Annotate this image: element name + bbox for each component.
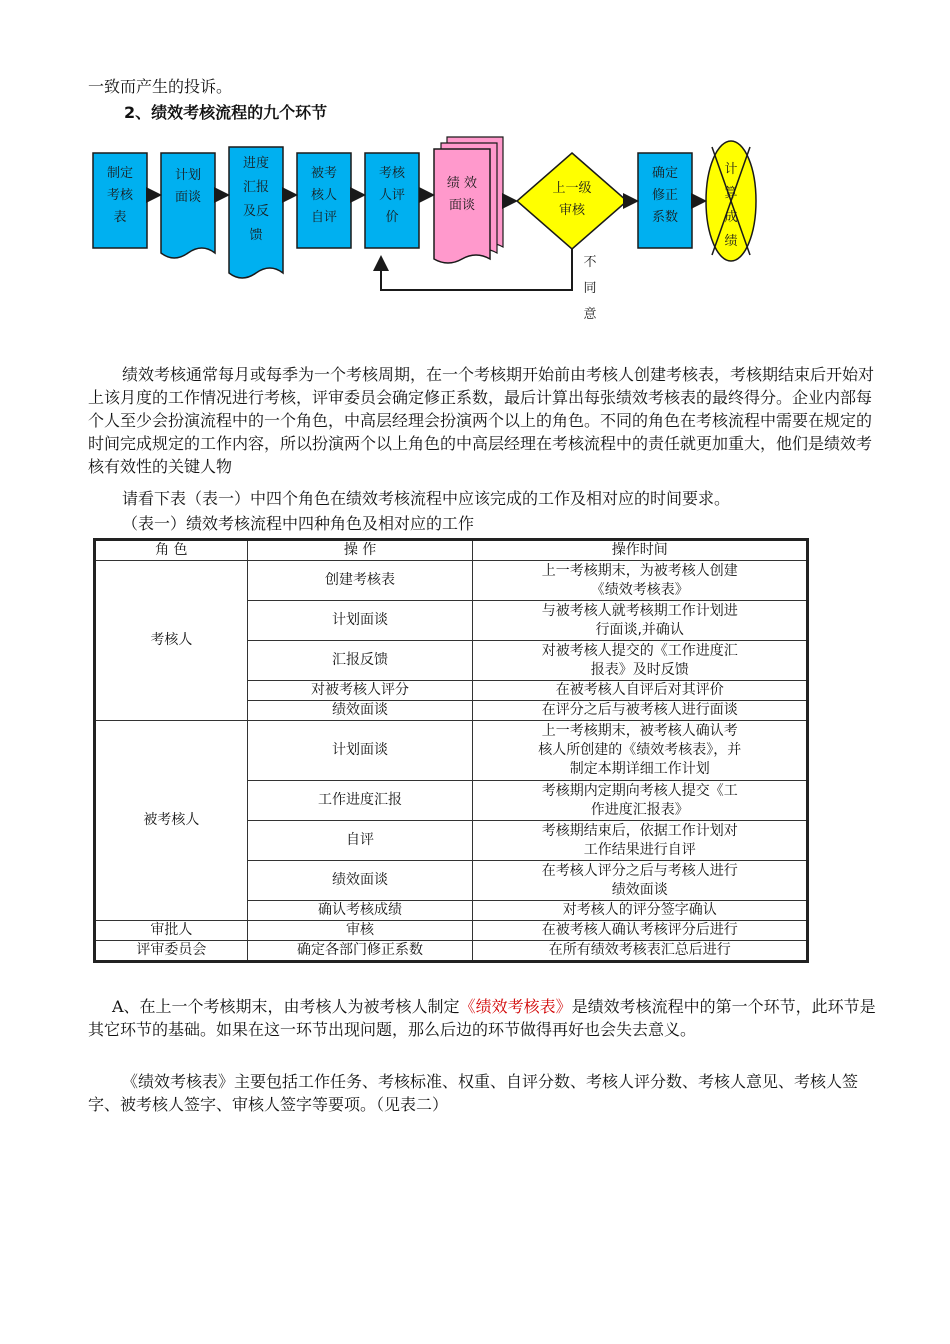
time-cell: 上一考核期末，被考核人确认考 核人所创建的《绩效考核表》，并 制定本期详细工作计划 [473,721,808,781]
operation-cell: 计划面谈 [247,721,473,781]
operation-cell: 确认考核成绩 [247,901,473,921]
paragraph-table-intro: 请看下表（表一）中四个角色在绩效考核流程中应该完成的工作及相对应的时间要求。 [122,489,731,508]
flow-node-3-label: 进度汇报及反馈 [242,156,270,243]
flow-node-1-label: 制定考核表 [106,166,134,225]
highlighted-form-name: 《绩效考核表》 [459,997,572,1016]
time-cell: 考核期结束后，依据工作计划对 工作结果进行自评 [473,821,808,861]
operation-cell: 汇报反馈 [247,641,473,681]
operation-cell: 审核 [247,921,473,941]
time-cell: 在所有绩效考核表汇总后进行 [473,941,808,962]
flow-disagree-label: 不同意 [583,255,597,322]
operation-cell: 绩效面谈 [247,701,473,721]
table-row [95,561,808,601]
role-cell: 被考核人 [95,721,248,921]
role-cell: 审批人 [95,921,248,941]
time-cell: 对被考核人提交的《工作进度汇 报表》及时反馈 [473,641,808,681]
time-cell: 在评分之后与被考核人进行面谈 [473,701,808,721]
table-row [95,941,808,962]
flow-node-8-label: 确定修正系数 [651,166,679,225]
flow-node-4-label: 被考核人自评 [310,166,338,225]
table-header-row [95,540,808,561]
paragraph-process-description: 绩效考核通常每月或每季为一个考核周期，在一个考核期开始前由考核人创建考核表，考核期结束后开始对上该月度的工作情况进行考核，评审委员会确定修正系数，最后计算出每张绩效考核表的最终得分。企业内部每个人至少会扮演流程中的一个角色，中高层经理会扮演两个以上的角色。不同的角色在考核流程中需要在规定的时间完成规定的工作内容，所以扮演两个以上角色的中高层经理在考核流程中的责任就更加重大，他们是绩效考核有效性的关键人物 [88,365,875,476]
flow-node-5-label: 考核人评价 [378,166,406,225]
table-row [95,721,808,781]
flowchart [88,135,788,330]
paragraph-step-a: A、在上一个考核期末，由考核人为被考核人制定《绩效考核表》是绩效考核流程中的第一个环节，此环节是其它环节的基础。如果在这一环节出现问题，那么后边的环节做得再好也会失去意义。 [88,997,876,1039]
table-caption: （表一）绩效考核流程中四种角色及相对应的工作 [122,514,475,533]
flow-node-7 [517,153,627,249]
time-cell: 在被考核人确认考核评分后进行 [473,921,808,941]
roles-table [93,538,809,963]
operation-cell: 自评 [247,821,473,861]
flow-node-2-label: 计划面谈 [174,168,202,205]
section-heading: 2、绩效考核流程的九个环节 [124,103,328,122]
role-cell: 考核人 [95,561,248,721]
time-cell: 与被考核人就考核期工作计划进 行面谈,并确认 [473,601,808,641]
operation-cell: 创建考核表 [247,561,473,601]
time-cell: 在考核人评分之后与考核人进行 绩效面谈 [473,861,808,901]
operation-cell: 确定各部门修正系数 [247,941,473,962]
time-cell: 考核期内定期向考核人提交《工 作进度汇报表》 [473,781,808,821]
flow-node-7-label: 上一级审核 [552,181,592,218]
header-time: 操作时间 [473,540,808,561]
time-cell: 对考核人的评分签字确认 [473,901,808,921]
paragraph-form-contents: 《绩效考核表》主要包括工作任务、考核标准、权重、自评分数、考核人评分数、考核人意见、考核人签字、被考核人签字、审核人签字等要项。（见表二） [88,1072,859,1114]
time-cell: 上一考核期末，为被考核人创建 《绩效考核表》 [473,561,808,601]
table-row [95,921,808,941]
continued-text-line: 一致而产生的投诉。 [88,77,233,96]
time-cell: 在被考核人自评后对其评价 [473,681,808,701]
header-operation: 操 作 [247,540,473,561]
operation-cell: 对被考核人评分 [247,681,473,701]
header-role: 角 色 [95,540,248,561]
flow-node-9-label: 计算成绩 [724,162,738,249]
operation-cell: 绩效面谈 [247,861,473,901]
flow-node-6-label: 绩 效面谈 [446,176,478,213]
operation-cell: 计划面谈 [247,601,473,641]
role-cell: 评审委员会 [95,941,248,962]
operation-cell: 工作进度汇报 [247,781,473,821]
